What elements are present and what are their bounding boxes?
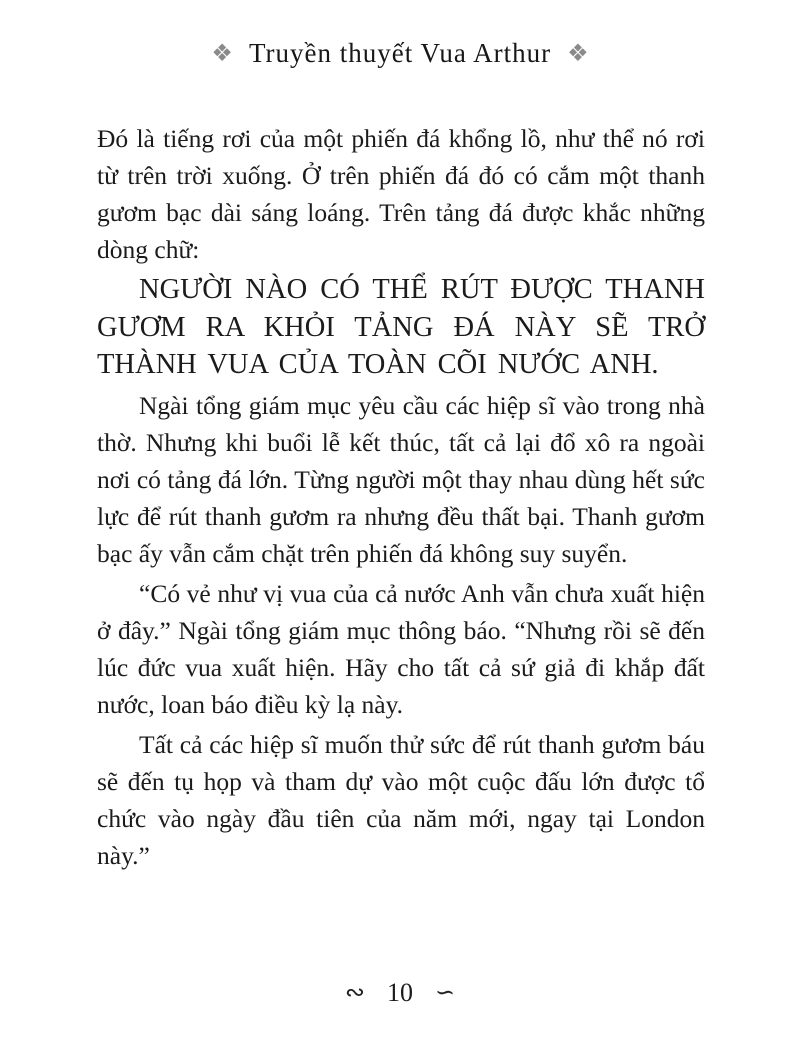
page-number: 10 bbox=[387, 978, 413, 1007]
fleuron-knot-icon: ❖ bbox=[567, 40, 589, 67]
book-title: Truyền thuyết Vua Arthur bbox=[248, 38, 552, 68]
swash-right-icon: ∽ bbox=[435, 980, 456, 1006]
page-body bbox=[97, 120, 705, 877]
paragraph: Đó là tiếng rơi của một phiến đá khổng lồ, như thể nó rơi từ trên trời xuống. Ở trên phiến đá đó có cắm một thanh gươm bạc dài sáng loáng. Trên tảng đá được khắc những dòng chữ: bbox=[97, 124, 705, 264]
page-header bbox=[0, 38, 800, 69]
paragraph: “Có vẻ như vị vua của cả nước Anh vẫn chưa xuất hiện ở đây.” Ngài tổng giám mục thông báo. “Nhưng rồi sẽ đến lúc đức vua xuất hiện. Hãy cho tất cả sứ giả đi khắp đất nước, loan báo điều kỳ lạ này. bbox=[97, 578, 705, 719]
swash-left-icon: ∾ bbox=[344, 980, 365, 1006]
inscription-paragraph: NGƯỜI NÀO CÓ THỂ RÚT ĐƯỢC THANH GƯƠM RA KHỎI TẢNG ĐÁ NÀY SẼ TRỞ THÀNH VUA CỦA TOÀN CÕI NƯỚC ANH. bbox=[97, 274, 705, 380]
paragraph: Tất cả các hiệp sĩ muốn thử sức để rút thanh gươm báu sẽ đến tụ họp và tham dự vào một cuộc đấu lớn được tổ chức vào ngày đầu tiên của năm mới, ngay tại London này.” bbox=[97, 729, 705, 870]
page-footer bbox=[0, 978, 800, 1008]
fleuron-knot-icon: ❖ bbox=[211, 40, 233, 67]
paragraph: Ngài tổng giám mục yêu cầu các hiệp sĩ vào trong nhà thờ. Nhưng khi buổi lễ kết thúc, tất cả lại đổ xô ra ngoài nơi có tảng đá lớn. Từng người một thay nhau dùng hết sức lực để rút thanh gươm ra nhưng đều thất bại. Thanh gươm bạc ấy vẫn cắm chặt trên phiến đá không suy suyển. bbox=[97, 390, 705, 568]
